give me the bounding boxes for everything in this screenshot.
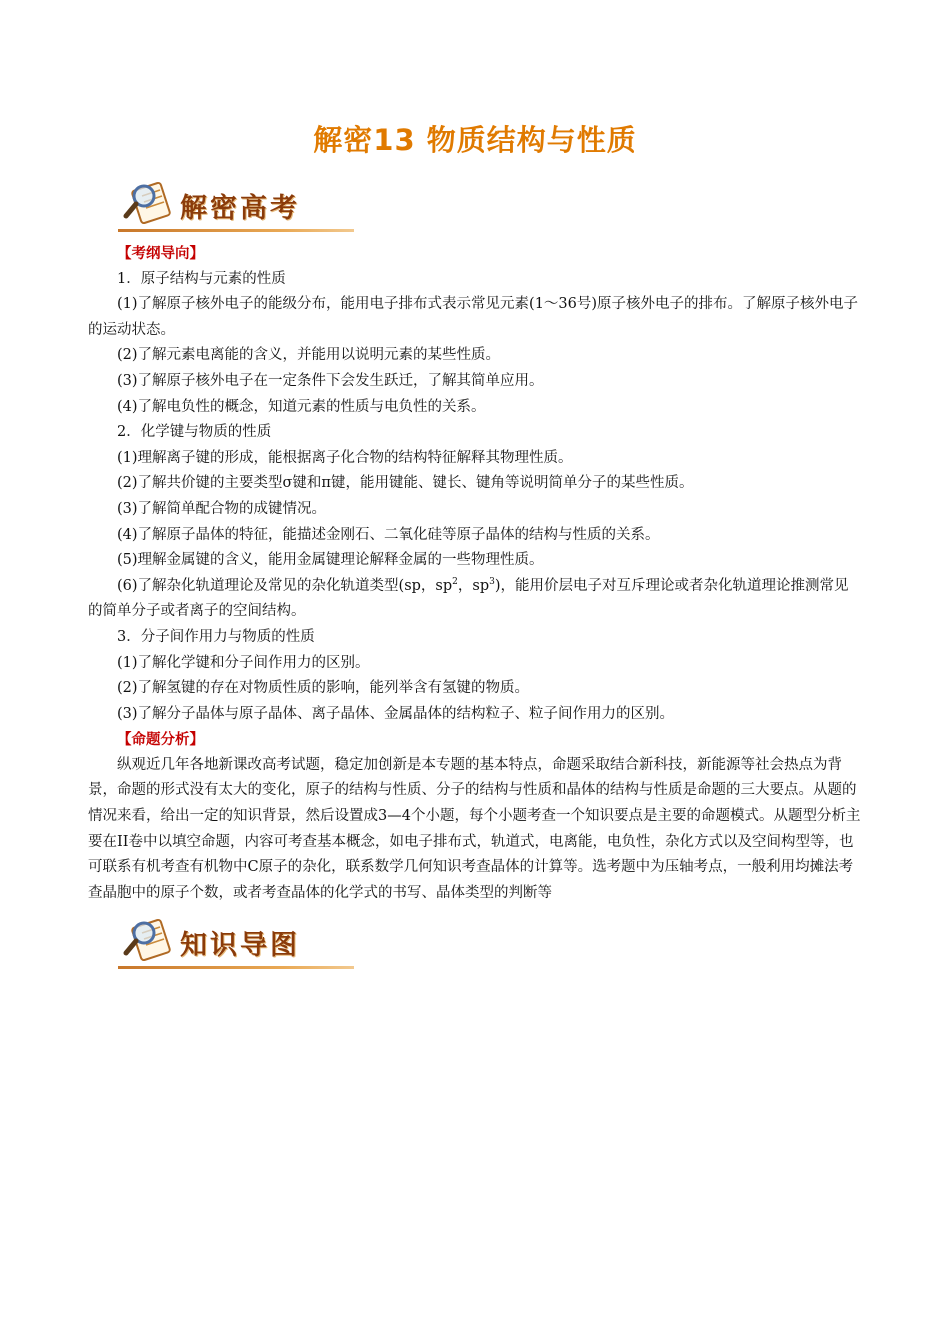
- syllabus-item: (5)理解金属键的含义，能用金属键理论解释金属的一些物理性质。: [117, 552, 544, 569]
- hybrid-text-mid: ，sp: [457, 577, 490, 594]
- banner-underline: [118, 229, 354, 232]
- syllabus-item: (4)了解原子晶体的特征，能描述金刚石、二氧化硅等原子晶体的结构与性质的关系。: [117, 526, 660, 543]
- sup-3: 3: [489, 576, 495, 587]
- syllabus-item: (2)了解元素电离能的含义，并能用以说明元素的某些性质。: [117, 347, 501, 364]
- syllabus-item: (3)了解原子核外电子在一定条件下会发生跃迁，了解其简单应用。: [117, 372, 544, 389]
- analysis-text: 纵观近几年各地新课改高考试题，稳定加创新是本专题的基本特点，命题采取结合新科技，新能源等社会热点为背景，命题的形式没有太大的变化，原子的结构与性质、分子的结构与性质和晶体的结构与性质是命题的三大要点。从题的情况来看，给出一定的知识背景，然后设置成3—4个小题，每个小题考查一个知识要点是主要的命题模式。从题型分析主要在II卷中以填空命题，内容可考查基本概念，如电子排布式，轨道式，电离能，电负性，杂化方式以及空间构型等，也可联系有机考查有机物中C原子的杂化，联系数学几何知识考查晶体的计算等。选考题中为压轴考点，一般利用均摊法考查晶胞中的原子个数，或者考查晶体的化学式的书写、晶体类型的判断等: [88, 756, 861, 901]
- banner-exam: [118, 180, 354, 232]
- syllabus-item-hybrid: [88, 574, 862, 625]
- banner-exam-text: 解密高考: [180, 193, 300, 224]
- syllabus-item: (4)了解电负性的概念，知道元素的性质与电负性的关系。: [117, 398, 486, 415]
- syllabus-item: (1)理解离子键的形成，能根据离子化合物的结构特征解释其物理性质。: [117, 449, 573, 466]
- syllabus-heading-1: 1．原子结构与元素的性质: [117, 270, 286, 287]
- magnifier-notepad-icon: [122, 180, 178, 234]
- banner-knowledge: [118, 917, 354, 969]
- syllabus-header: 【考纲导向】: [117, 245, 204, 262]
- sup-2: 2: [452, 576, 458, 587]
- syllabus-item: (3)了解分子晶体与原子晶体、离子晶体、金属晶体的结构粒子、粒子间作用力的区别。: [117, 705, 675, 722]
- syllabus-item: (2)了解氢键的存在对物质性质的影响，能列举含有氢键的物质。: [117, 680, 530, 697]
- page-title: 解密13 物质结构与性质: [313, 123, 637, 157]
- syllabus-heading-3: 3．分子间作用力与物质的性质: [117, 628, 315, 645]
- hybrid-text-post: )，能用价层电子对互斥理论或者杂化轨道理论推测常见的简单分子或者离子的空间结构。: [88, 577, 849, 620]
- banner-underline: [118, 966, 354, 969]
- syllabus-item: (1)了解原子核外电子的能级分布，能用电子排布式表示常见元素(1～36号)原子核外电子的排布。了解原子核外电子的运动状态。: [88, 296, 859, 338]
- magnifier-notepad-icon: [122, 917, 178, 971]
- syllabus-section: [88, 241, 862, 906]
- analysis-header: 【命题分析】: [117, 731, 204, 749]
- banner-knowledge-text: 知识导图: [180, 930, 300, 961]
- syllabus-item: (1)了解化学键和分子间作用力的区别。: [117, 654, 370, 671]
- syllabus-item: (3)了解简单配合物的成键情况。: [117, 500, 327, 517]
- hybrid-text-pre: (6)了解杂化轨道理论及常见的杂化轨道类型(sp，sp: [117, 577, 453, 594]
- syllabus-item: (2)了解共价键的主要类型σ键和π键，能用键能、键长、键角等说明简单分子的某些性质。: [117, 475, 694, 492]
- syllabus-heading-2: 2．化学键与物质的性质: [117, 424, 272, 441]
